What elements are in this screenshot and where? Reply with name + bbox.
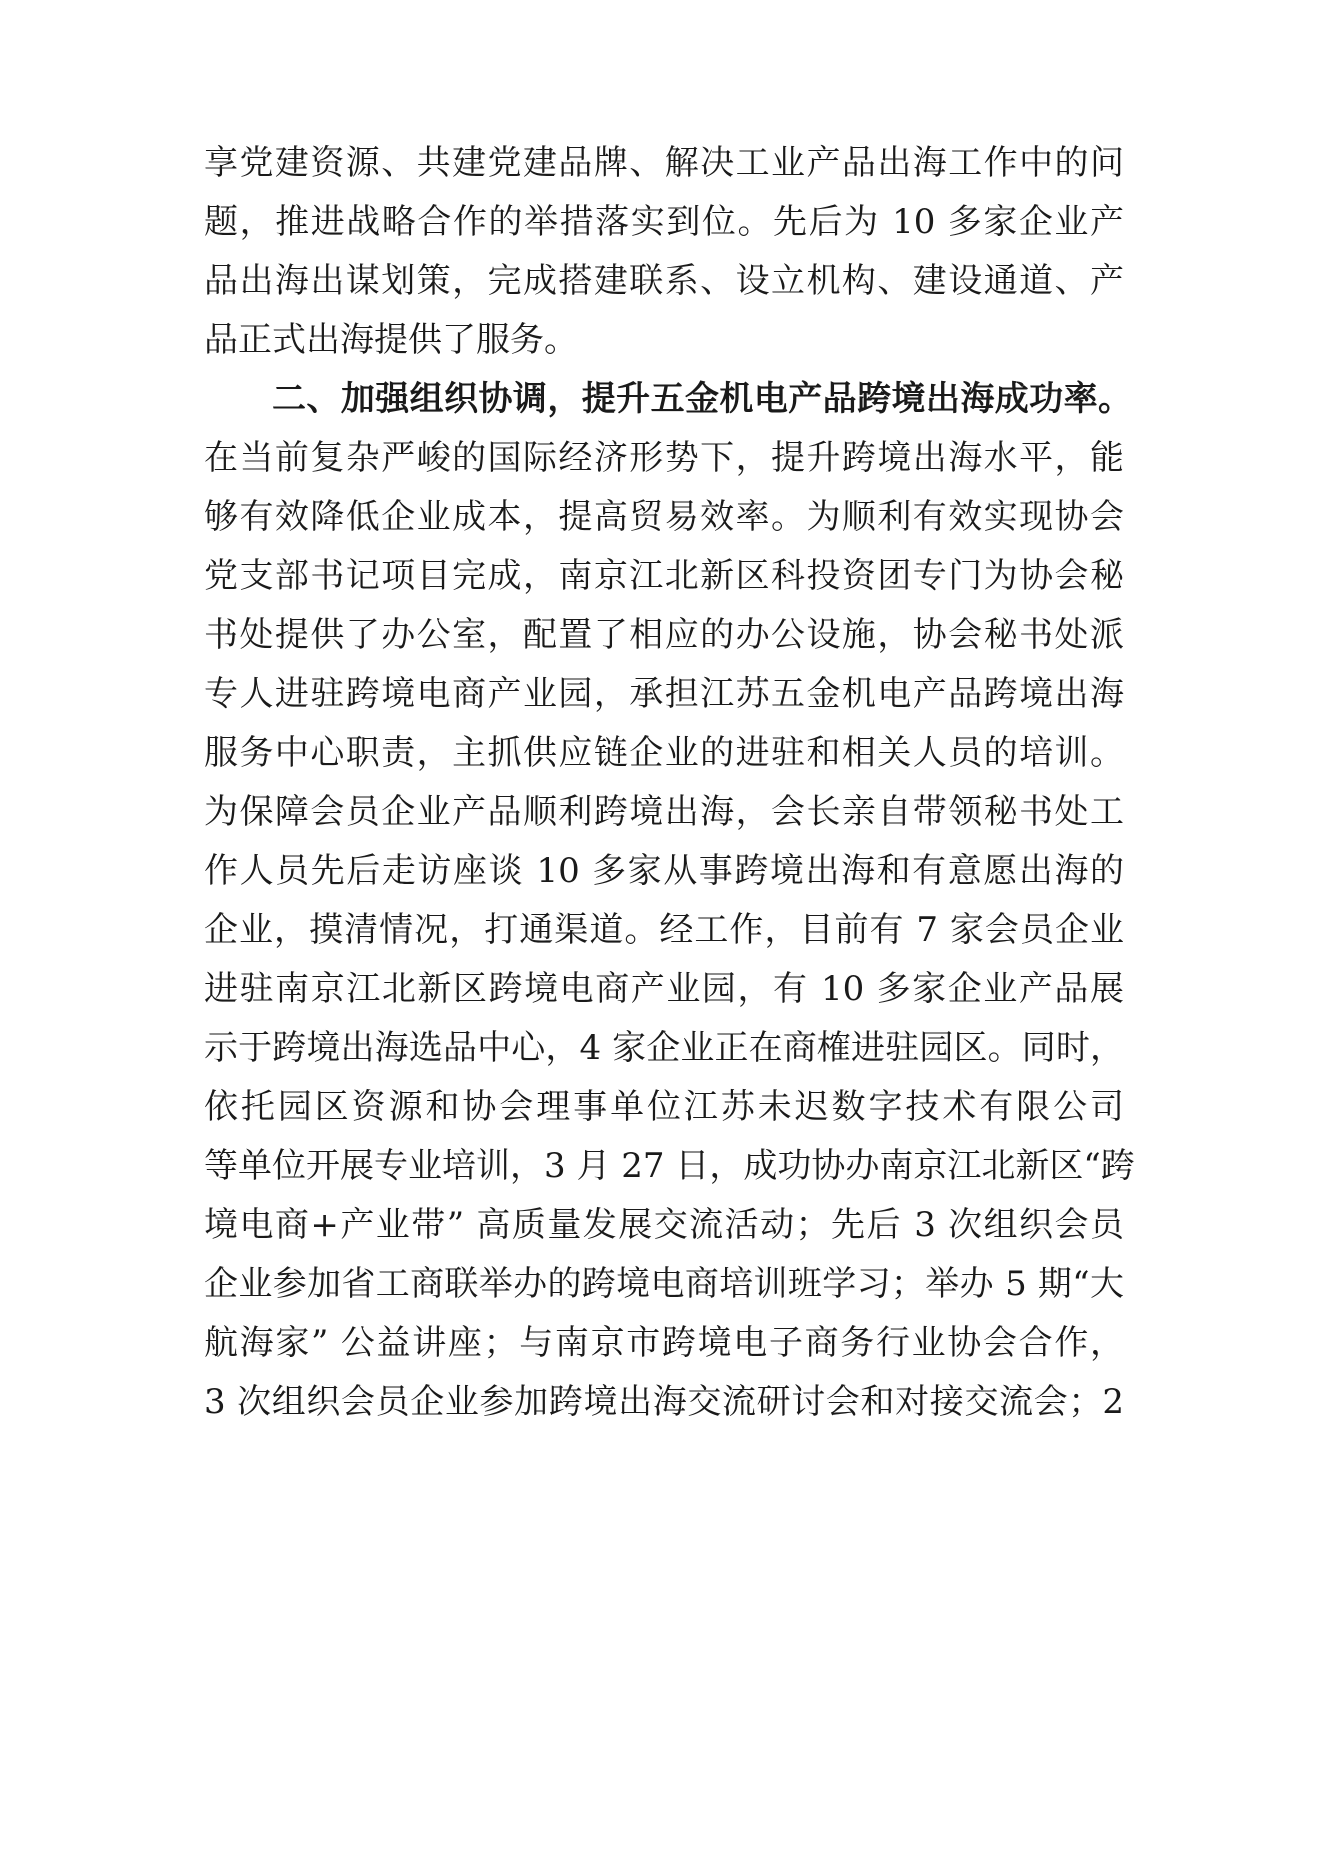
- paragraph-2-line-6: 服务中心职责，主抓供应链企业的进驻和相关人员的培训。: [204, 733, 1124, 773]
- paragraph-2-line-10: 进驻南京江北新区跨境电商产业园，有 10 多家企业产品展: [204, 969, 1124, 1009]
- paragraph-2-line-1: 在当前复杂严峻的国际经济形势下，提升跨境出海水平，能: [204, 438, 1124, 478]
- paragraph-2-line-12: 依托园区资源和协会理事单位江苏未迟数字技术有限公司: [204, 1087, 1124, 1127]
- paragraph-2-line-11: 示于跨境出海选品中心，4 家企业正在商榷进驻园区。同时，: [204, 1028, 1124, 1068]
- paragraph-2-line-5: 专人进驻跨境电商产业园，承担江苏五金机电产品跨境出海: [204, 674, 1124, 714]
- paragraph-2-line-2: 够有效降低企业成本，提高贸易效率。为顺利有效实现协会: [204, 497, 1124, 537]
- paragraph-2-line-3: 党支部书记项目完成，南京江北新区科投资团专门为协会秘: [204, 556, 1124, 596]
- paragraph-2-line-17: 3 次组织会员企业参加跨境出海交流研讨会和对接交流会；2: [204, 1382, 1124, 1422]
- paragraph-1-line-4: 品正式出海提供了服务。: [204, 320, 578, 360]
- paragraph-2-line-4: 书处提供了办公室，配置了相应的办公设施，协会秘书处派: [204, 615, 1124, 655]
- paragraph-2-line-8: 作人员先后走访座谈 10 多家从事跨境出海和有意愿出海的: [204, 851, 1124, 891]
- paragraph-2-line-16: 航海家” 公益讲座；与南京市跨境电子商务行业协会合作，: [204, 1323, 1124, 1363]
- paragraph-2-line-9: 企业，摸清情况，打通渠道。经工作，目前有 7 家会员企业: [204, 910, 1124, 950]
- paragraph-2-line-13: 等单位开展专业培训，3 月 27 日，成功协办南京江北新区“跨: [204, 1146, 1135, 1186]
- paragraph-1-line-2: 题，推进战略合作的举措落实到位。先后为 10 多家企业产: [204, 202, 1124, 242]
- paragraph-2-line-14: 境电商+产业带” 高质量发展交流活动；先后 3 次组织会员: [204, 1205, 1124, 1245]
- paragraph-1-line-1: 享党建资源、共建党建品牌、解决工业产品出海工作中的问: [204, 143, 1124, 183]
- paragraph-2-line-15: 企业参加省工商联举办的跨境电商培训班学习；举办 5 期“大: [204, 1264, 1124, 1304]
- paragraph-1-line-3: 品出海出谋划策，完成搭建联系、设立机构、建设通道、产: [204, 261, 1124, 301]
- paragraph-2-line-7: 为保障会员企业产品顺利跨境出海，会长亲自带领秘书处工: [204, 792, 1124, 832]
- section-heading: 二、加强组织协调，提升五金机电产品跨境出海成功率。: [272, 379, 1132, 419]
